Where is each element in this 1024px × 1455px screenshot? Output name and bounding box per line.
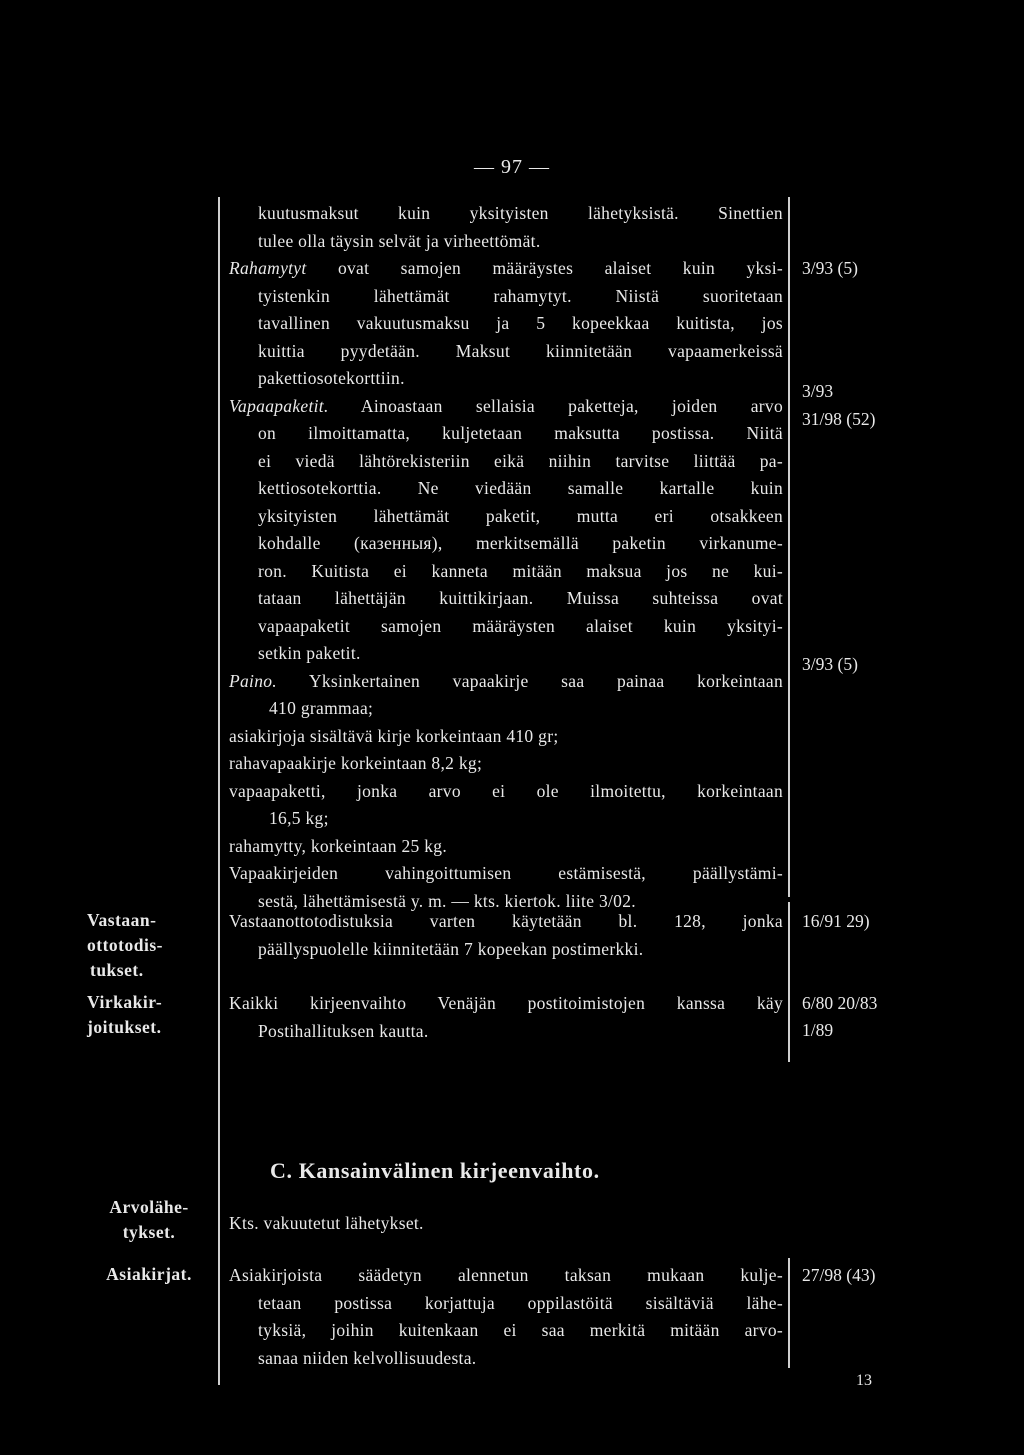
margin-heading-asiakirjat [84, 1262, 214, 1287]
text-line: setkin paketit. [258, 643, 361, 663]
signature-number: 13 [856, 1372, 872, 1389]
margin-heading-line: tykset. [122, 1222, 176, 1242]
margin-heading-virkakirjoitukset [87, 990, 217, 1040]
left-margin-rule [218, 197, 220, 1385]
text-line: Postihallituksen kautta. [258, 1020, 429, 1041]
text-line: kettiosotekorttia. Ne viedään samalle kartalle kuin [258, 478, 783, 498]
text-line: rahavapaakirje korkeintaan 8,2 kg; [229, 753, 483, 773]
margin-heading-line: Virkakir- [87, 992, 163, 1012]
text-line: kohdalle (казенныя), merkitsemällä paketin virkanume- [258, 533, 783, 553]
main-text-virka [229, 990, 783, 1045]
text-line [229, 393, 783, 421]
right-margin-rule [788, 197, 790, 897]
text-line: Vastaanottotodistuksia varten käytetään bl. 128, jonka [229, 911, 783, 931]
text-line: tavallinen vakuutusmaksu ja 5 kopeekkaa kuitista, jos [258, 313, 783, 333]
text-line: tyksiä, joihin kuitenkaan ei saa merkitä mitään arvo- [258, 1320, 783, 1340]
text-line: tetaan postissa korjattuja oppilastöitä sisältäviä lähe- [258, 1292, 783, 1313]
main-text-arvo [229, 1210, 783, 1238]
right-margin-rule-3 [788, 1258, 790, 1368]
text-line: sestä, lähettämisestä y. m. — kts. kiertok. liite 3/02. [258, 890, 636, 911]
term-rahamytyt: Rahamytyt [229, 258, 307, 278]
ref-7: 1/89 [802, 1020, 834, 1040]
text-line: kuittia pyydetään. Maksut kiinnitetään vapaamerkeissä [258, 340, 783, 361]
text-line: 16,5 kg; [269, 808, 329, 828]
text-line: Vapaakirjeiden vahingoittumisen estämisestä, päällystämi- [229, 863, 783, 883]
ref-8: 27/98 (43) [802, 1265, 876, 1285]
main-text-block-1 [229, 200, 783, 915]
text-line: kuutusmaksut kuin yksityisten lähetyksistä. Sinettien [258, 203, 783, 223]
margin-heading-line: Arvolähe- [109, 1197, 189, 1217]
main-text-vastaanotto [229, 908, 783, 963]
margin-heading-arvolahetykset [84, 1195, 214, 1245]
main-text-asiakirjat [229, 1262, 783, 1372]
ref-1: 3/93 (5) [802, 258, 858, 278]
text-line: yksityisten lähettämät paketit, mutta eri otsakkeen [258, 505, 783, 526]
text-line: on ilmoittamatta, kuljetetaan maksutta postissa. Niitä [258, 423, 783, 443]
ref-4: 3/93 (5) [802, 654, 858, 674]
ref-3: 31/98 (52) [802, 409, 876, 429]
right-margin-rule-2 [788, 902, 790, 1062]
term-paino: Paino. [229, 670, 277, 691]
ref-2: 3/93 [802, 381, 834, 401]
text-line: tataan lähettäjän kuittikirjaan. Muissa suhteissa ovat [258, 588, 783, 608]
text-line: vapaapaketti, jonka arvo ei ole ilmoitettu, korkeintaan [229, 780, 783, 801]
text-line [229, 668, 783, 696]
term-vapaapaketit: Vapaapaketit. [229, 395, 329, 416]
text-line: ron. Kuitista ei kanneta mitään maksua jos ne kui- [258, 560, 783, 581]
page-number: — 97 — [474, 156, 550, 178]
text-line: 410 grammaa; [269, 698, 374, 718]
text-line: Kts. vakuutetut lähetykset. [229, 1213, 424, 1233]
text-line: rahamytty, korkeintaan 25 kg. [229, 835, 447, 856]
text-span: Yksinkertainen vapaakirje saa painaa korkeintaan [276, 670, 783, 691]
margin-heading-line: tukset. [90, 960, 144, 980]
text-span: Ainoastaan sellaisia paketteja, joiden arvo [328, 395, 783, 416]
margin-heading-line: Vastaan- [87, 910, 157, 930]
text-span: ovat samojen määräystes alaiset kuin yksi- [306, 258, 783, 278]
text-line: ei viedä lähtörekisteriin eikä niihin tarvitse liittää pa- [258, 450, 783, 471]
margin-heading-line: joitukset. [87, 1017, 162, 1037]
margin-heading-line: Asiakirjat. [106, 1264, 192, 1284]
text-line: päällyspuolelle kiinnitetään 7 kopeekan postimerkki. [258, 938, 644, 959]
section-heading-c: C. Kansainvälinen kirjeenvaihto. [270, 1158, 600, 1183]
ref-5: 16/91 29) [802, 911, 870, 931]
text-line: tyistenkin lähettämät rahamytyt. Niistä suoritetaan [258, 285, 783, 306]
text-line: tulee olla täysin selvät ja virheettömät. [258, 230, 541, 251]
text-line: Kaikki kirjeenvaihto Venäjän postitoimistojen kanssa käy [229, 993, 783, 1013]
margin-heading-line: ottotodis- [87, 935, 163, 955]
text-line [229, 255, 783, 283]
ref-6: 6/80 20/83 [802, 993, 878, 1013]
text-line: vapaapaketit samojen määräysten alaiset kuin yksityi- [258, 615, 783, 636]
text-line: Asiakirjoista säädetyn alennetun taksan mukaan kulje- [229, 1265, 783, 1285]
text-line: pakettiosotekorttiin. [258, 368, 405, 388]
text-line: sanaa niiden kelvollisuudesta. [258, 1347, 477, 1368]
margin-heading-vastaanottodistukset [87, 908, 217, 983]
text-line: asiakirjoja sisältävä kirje korkeintaan 410 gr; [229, 725, 559, 746]
